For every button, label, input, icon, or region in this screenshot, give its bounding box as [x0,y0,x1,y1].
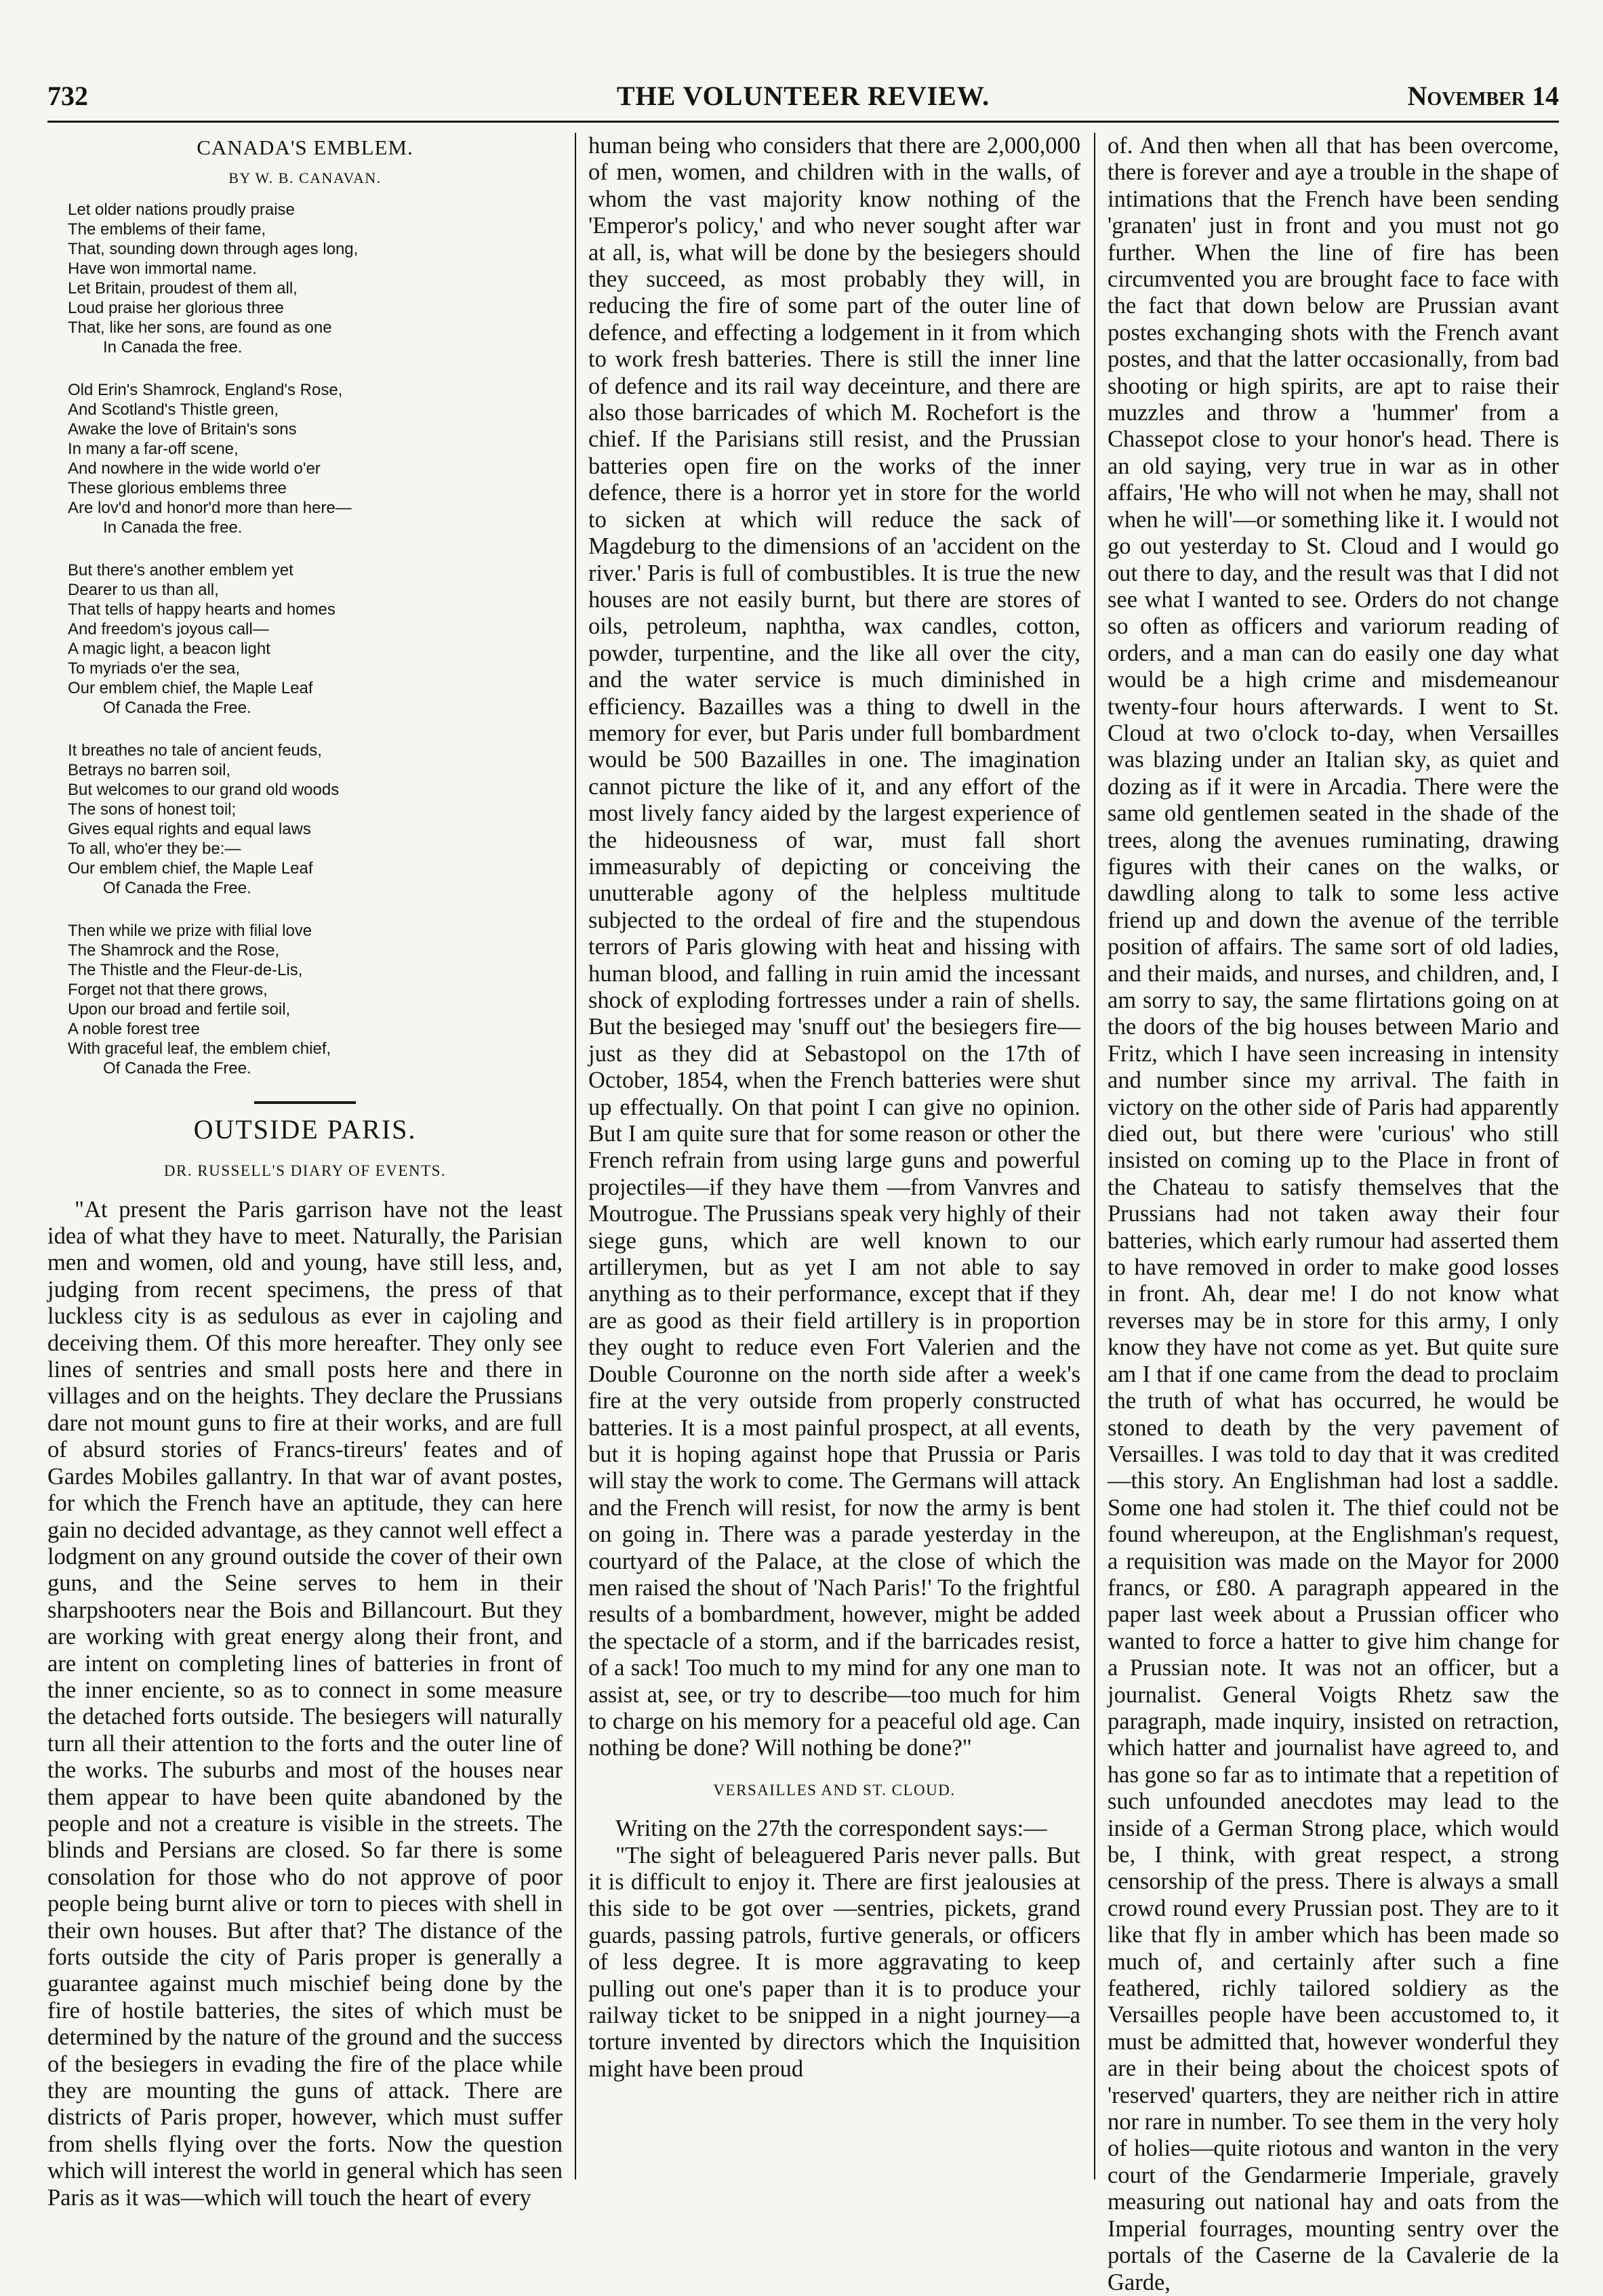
poem-body [47,200,563,1078]
column-2-continued-text [588,1816,1080,2083]
page-number: 732 [47,81,88,111]
poem-line: These glorious emblems three [68,478,287,497]
article-paragraph: "The sight of beleaguered Paris never palls. But it is difficult to enjoy it. There are first jealousies at this side to be got over —sentries, pickets, grand guards, passing patrols, furtive generals, or officers of less degree. It is more aggravating to keep pulling out one's paper than it is to produce your railway ticket to be snipped in a night journey—a torture invented by directors which the Inquisition might have been proud [588,1842,1080,2082]
poem-line: Our emblem chief, the Maple Leaf [68,859,313,878]
poem-line: A magic light, a beacon light [68,639,270,658]
poem-line: Our emblem chief, the Maple Leaf [68,678,313,697]
poem-stanza [68,741,563,898]
poem-line: Betrays no barren soil, [68,760,231,779]
poem-stanza [68,200,563,357]
article-paragraph: "At present the Paris garrison have not the least idea of what they have to meet. Naturally, the Parisian men and women, old and young, have still less, and, judging from recent specimens, the press of that luckless city is as sedulous as ever in cajoling and deceiving them. Of this more hereafter. They only see lines of sentries and small posts here and there in villages and on the heights. They declare the Prussians dare not mount guns to fire at their works, and are full of absurd stories of Francs-tireurs' feates and of Gardes Mobiles gallantry. In that war of avant postes, for which the French have an aptitude, they can here gain no decided advantage, as they cannot well effect a lodgment on any ground outside the cover of their own guns, and the Seine serves to hem in their sharpshooters near the Bois and Billancourt. But they are working with great energy along their front, and are intent on completing lines of batteries in front of the inner enciente, so as to connect in some measure the detached forts outside. The besiegers will naturally turn all their attention to the forts and the outer line of the works. The suburbs and most of the houses near them appear to have been quite abandoned by the people and not a creature is visible in the streets. The blinds and Persians are closed. So far there is some consolation for those who do not approve of poor people being burnt alive or torn to pieces with shell in their own houses. But after that? The distance of the forts outside the city of Paris proper is generally a guarantee against much mischief being done by the fire of hostile batteries, the sites of which must be determined by the nature of the ground and the success of the besiegers in evading the fire of the place while they are mounting the guns of attack. There are districts of Paris proper, however, which must suffer from shells flying over the forts. Now the question which will interest the world in general which has seen Paris as it was—which will touch the heart of every [47,1196,563,2211]
article-paragraph: Writing on the 27th the correspondent says:— [615,1816,1047,1842]
poem-line: But welcomes to our grand old woods [68,780,340,799]
poem-line: In Canada the free. [103,337,243,356]
article-paragraph: of. And then when all that has been overcome, there is forever and aye a trouble in the shape of intimations that the French have been sending 'granaten' just in front and you must not go further. When the line of fire has been circumvented you are brought face to face with the fact that down below are Prussian avant postes exchanging shots with the French avant postes, and that the latter occasionally, from bad shooting or high spirits, are apt to raise their muzzles and throw a 'hummer' from a Chassepot close to your honor's head. There is an old saying, very true in war as in other affairs, 'He who will not when he may, shall not when he will'—or something like it. I would not go out yesterday to St. Cloud and I would go out there to day, and the result was that I did not see what I wanted to see. Orders do not change so often as officers and variorum reading of orders, and a man can do easily one day what would be a high crime and misdemeanour twenty-four hours afterwards. I went to St. Cloud at two o'clock to-day, when Versailles was blazing under an Italian sky, as quiet and dozing as if it were in Arcadia. There were the same old gentlemen seated in the shade of the trees, along the avenues ruminating, drawing figures with their canes on the walks, or dawdling along to talk to some less active friend up and down the avenue of the terrible position of affairs. The same sort of old ladies, and their maids, and nurses, and children, and, I am sorry to say, the same flirtations going on at the doors of the big houses between Mario and Fritz, which I have seen increasing in intensity and number since my arrival. The faith in victory on the other side of Paris had apparently died out, but there were 'curious' who still insisted on coming up to the Place in front of the Chateau to satisfy themselves that the Prussians had not taken away their four batteries, which early rumour had asserted them to have removed in order to make good losses in front. Ah, dear me! I do not know what reverses may be in store for this army, I only know they have not come as yet. But quite sure am I that if one came from the dead to proclaim the truth of what has occurred, he would be stoned to death by the very pavement of Versailles. I was told to day that it was credited—this story. An Englishman had lost a saddle. Some one had stolen it. The thief could not be found whereupon, at the Englishman's request, a requisition was made on the Mayor for 2000 francs, or £80. A paragraph appeared in the paper last week about a Prussian officer who wanted to force a hatter to give him change for a Prussian note. It was not an officer, but a journalist. General Voigts Rhetz saw the paragraph, made inquiry, insisted on retraction, which hatter and journalist have agreed to, and has gone so far as to intimate that a repetition of such unfounded anecdotes may lead to the inside of a German Strong place, which would be, I think, with great respect, a strong censorship of the press. There is always a small crowd round every Prussian post. They are to it like that fly in amber which has been made so much of, and certainly after such a fine feathered, richly tailored soldiery as the Versailles people have been accustomed to, it must be admitted that, however wonderful they are in their being about the choicest spots of 'reserved' quarters, they are neither rich in attire nor rare in number. To see them in the very holy of holies—quite riotous and wanton in the very court of the Gendarmerie Imperiale, gravely measuring out national hay and oats from the Imperial fourrages, mounting sentry over the portals of the Caserne de la Cavalerie de la Garde, [1108,133,1559,2295]
article-paragraph: human being who considers that there are 2,000,000 of men, women, and children with in the walls, of whom the vast majority know nothing of the 'Emperor's policy,' and who never sought after war at all, is, what will be done by the besiegers should they succeed, as most probably they will, in reducing the fire of some part of the outer line of defence, and effecting a lodgement in it from which to work fresh batteries. There is still the inner line of defence and its rail way deceinture, and there are also those barricades of which M. Rochefort is the chief. If the Parisians still resist, and the Prussian batteries open fire on the works of the inner defence, there is a horror yet in store for the world to sicken at which will reduce the sack of Magdeburg to the dimensions of an 'accident on the river.' Paris is full of combustibles. It is true the new houses are not easily burnt, but there are stores of oils, petroleum, naphtha, wax candles, cotton, powder, turpentine, and the like all over the city, and the water service is much diminished in efficiency. Bazailles was a thing to dwell in the memory for ever, but Paris under full bombardment would be 500 Bazailles in one. The imagination cannot picture the like of it, and any effort of the most lively fancy aided by the largest experience of the hideousness of war, must fall short immeasurably of depicting or conceiving the unutterable agony of the helpless multitude subjected to the ordeal of fire and the stupendous terrors of Paris glowing with heat and hissing with human blood, and falling in ruin amid the incessant shock of exploding fortresses under a rain of shells. But the besieged may 'snuff out' the besiegers fire—just as they did at Sebastopol on the 17th of October, 1854, when the French batteries were shut up effectually. On that point I can give no opinion. But I am quite sure that for some reason or other the French refrain from using large guns and powerful projectiles—if they have them —from Vanvres and Moutrogue. The Prussians speak very highly of their siege guns, which are well known to our artillerymen, but as yet I am not able to say anything as to their performance, except that if they are as good as their field artillery is in proportion they ought to reduce even Fort Valerien and the Double Couronne on the north side after a week's fire at the very outside from properly constructed batteries. It is a most painful prospect, at all events, but it is hoping against hope that Prussia or Paris will stay the work to come. The Germans will attack and the French will resist, for now the army is bent on going in. There was a parade yesterday in the courtyard of the Palace, at the close of which the men raised the shout of 'Nach Paris!' To the frightful results of a bombardment, however, might be added the spectacle of a storm, and if the barricades resist, of a sack! Too much to my mind for any one man to assist at, see, or try to describe—too much for him to charge on his memory for a peaceful old age. Can nothing be done? Will nothing be done?" [588,133,1080,1761]
poem-line: But there's another emblem yet [68,560,293,579]
poem-line: Forget not that there grows, [68,980,268,999]
poem-line: The sons of honest toil; [68,800,237,819]
poem-line: It breathes no tale of ancient feuds, [68,741,322,760]
column-1-text [47,1197,563,2211]
header-rule [47,121,1559,123]
column-2-text [588,133,1080,1762]
poem-line: Of Canada the Free. [103,878,251,897]
poem-line: That, sounding down through ages long, [68,239,359,258]
poem-line: With graceful leaf, the emblem chief, [68,1039,331,1058]
poem-line: Let older nations proudly praise [68,200,295,219]
poem-line: The Thistle and the Fleur-de-Lis, [68,960,303,979]
poem-line: The Shamrock and the Rose, [68,941,280,960]
column-rule-2 [1094,133,1095,2179]
article-title: OUTSIDE PARIS. [193,1113,417,1145]
poem-line: That, like her sons, are found as one [68,318,332,337]
page-header [47,80,1559,121]
poem-line: Have won immortal name. [68,259,257,278]
poem-author: BY W. B. CANAVAN. [228,169,382,187]
section-heading-versailles: VERSAILLES AND ST. CLOUD. [713,1781,956,1799]
poem-line: In Canada the free. [103,518,243,537]
poem-line: Loud praise her glorious three [68,298,284,317]
poem-line: Of Canada the Free. [103,1059,251,1078]
column-3-text [1108,133,1559,2296]
section-divider [254,1101,356,1104]
poem-line: A noble forest tree [68,1019,200,1038]
issue-date: November 14 [1407,81,1559,111]
publication-title: THE VOLUNTEER REVIEW. [616,81,990,111]
poem-line: Are lov'd and honor'd more than here— [68,498,352,517]
poem-line: The emblems of their fame, [68,220,266,239]
poem-stanza [68,560,563,718]
poem-line: Old Erin's Shamrock, England's Rose, [68,380,343,399]
poem-line: Awake the love of Britain's sons [68,419,297,438]
poem-line: Gives equal rights and equal laws [68,819,311,838]
poem-stanza [68,380,563,537]
poem-line: Upon our broad and fertile soil, [68,1000,291,1019]
poem-line: Of Canada the Free. [103,698,251,717]
column-1 [47,133,563,2211]
column-rule-1 [575,133,576,2179]
poem-line: In many a far-off scene, [68,439,239,458]
poem-line: Dearer to us than all, [68,580,219,599]
poem-line: Then while we prize with filial love [68,921,312,940]
poem-line: And nowhere in the wide world o'er [68,459,321,478]
column-2 [588,133,1080,2179]
poem-line: To all, who'er they be:— [68,839,241,858]
poem-line: To myriads o'er the sea, [68,659,241,678]
poem-line: That tells of happy hearts and homes [68,600,336,619]
poem-title: CANADA'S EMBLEM. [197,136,413,159]
poem-line: Let Britain, proudest of them all, [68,279,298,298]
poem-stanza [68,921,563,1078]
poem-line: And Scotland's Thistle green, [68,400,279,419]
poem-line: And freedom's joyous call— [68,619,269,638]
column-3 [1108,133,1559,2295]
article-subtitle: DR. RUSSELL'S DIARY OF EVENTS. [163,1162,447,1180]
